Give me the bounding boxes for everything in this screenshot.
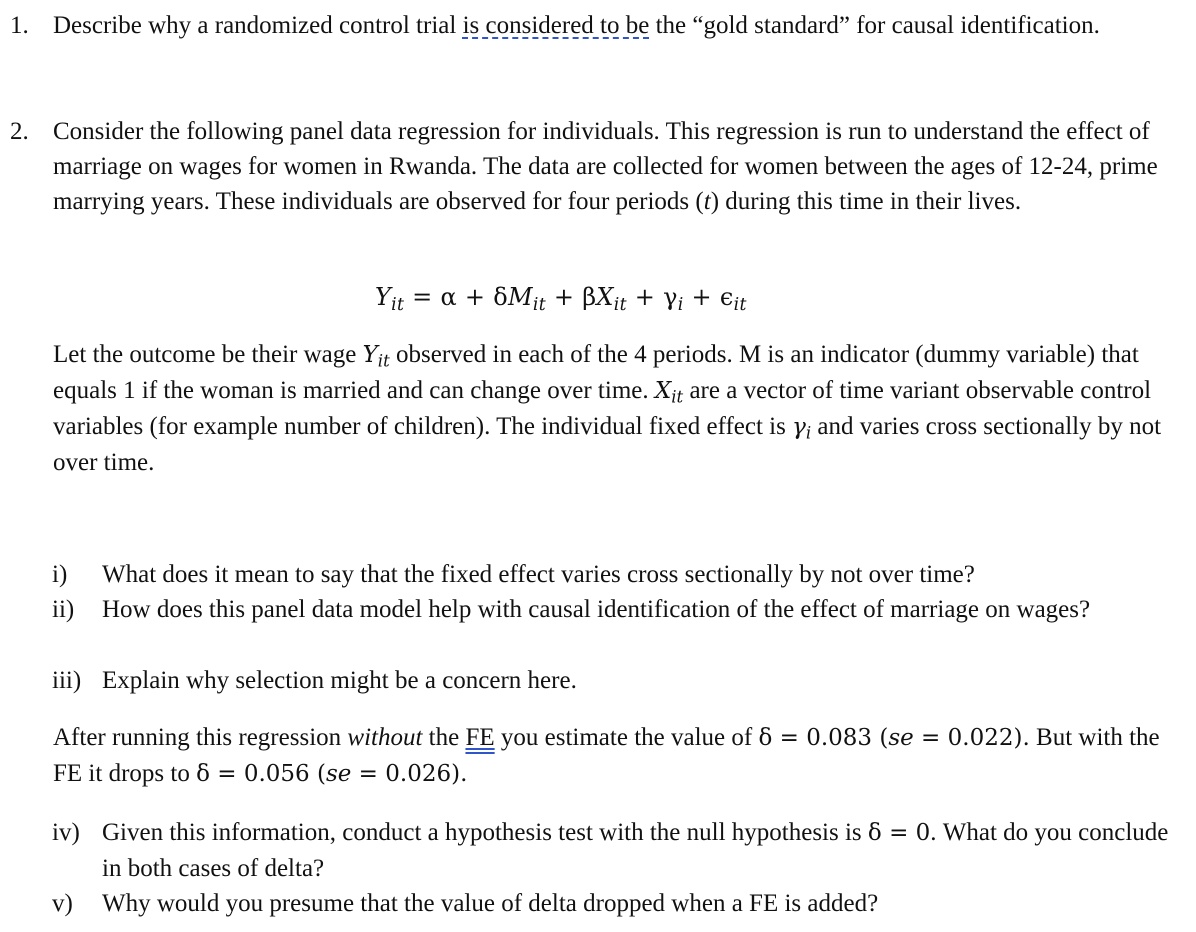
question-1-text: Describe why a randomized control trial is considered to be the “gold standard” for causal identification. bbox=[53, 12, 1100, 39]
sub-question-label: iii) bbox=[52, 667, 82, 694]
sub-question-text: Explain why selection might be a concern here. bbox=[102, 667, 577, 694]
sub-question-label: iv) bbox=[52, 819, 80, 846]
math-gamma-i: $\gamma_i$ bbox=[792, 414, 812, 443]
question-2-number: 2. bbox=[10, 118, 29, 145]
sub-question-text: Given this information, conduct a hypothesis test with the null hypothesis is δ = 0. What do you conclude in both cases of delta? bbox=[102, 819, 1169, 882]
sub-question-label: v) bbox=[52, 890, 73, 917]
question-1-number: 1. bbox=[10, 12, 29, 39]
grammar-flag[interactable]: is considered to be bbox=[462, 12, 650, 39]
sub-question-text: Why would you presume that the value of delta dropped when a FE is added? bbox=[102, 890, 879, 917]
sub-question-text: How does this panel data model help with causal identification of the effect of marriage on wages? bbox=[102, 596, 1091, 623]
question-2-intro: Consider the following panel data regression for individuals. This regression is run to understand the effect of marriage on wages for women in Rwanda. The data are collected for women between the ages of 12-24, prime marrying years. These individuals are observed for four periods (t) during this time in their lives. bbox=[53, 118, 1158, 215]
spell-flag-fe[interactable]: FE bbox=[465, 724, 495, 751]
regression-equation: $Y_{it} = \alpha + \delta M_{it} + \beta X_{it} + \gamma_i + \epsilon_{it}$ bbox=[375, 283, 747, 315]
sub-question-label: ii) bbox=[52, 596, 75, 623]
math-Y-it: $Y_{it}$ bbox=[362, 342, 390, 371]
estimation-results: After running this regression without the FE you estimate the value of δ = 0.083 (se = 0.022). But with the FE it drops to δ = 0.056 (se = 0.026). bbox=[53, 724, 1160, 787]
sub-question-text: What does it mean to say that the fixed effect varies cross sectionally by not over time? bbox=[102, 561, 975, 588]
question-2-description: Let the outcome be their wage $Y_{it}$ observed in each of the 4 periods. M is an indicator (dummy variable) that equals 1 if the woman is married and can change over time. $X_{it}$ are a vector of time variant observable control variables (for example number of children). The individual fixed effect is $\gamma_i$ and varies cross sectionally by not over time. bbox=[53, 341, 1162, 476]
sub-question-label: i) bbox=[52, 561, 68, 588]
math-X-it: $X_{it}$ bbox=[654, 378, 684, 407]
